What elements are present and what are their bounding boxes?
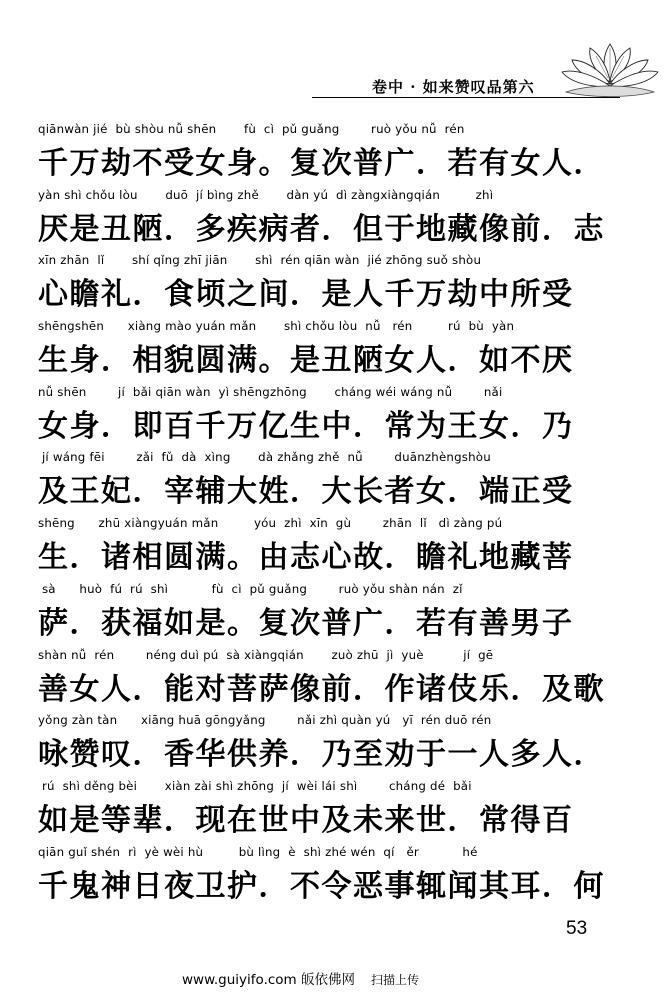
chinese-text-line: 生身．相貌圆满。是丑陋女人．如不厌 bbox=[38, 343, 574, 379]
pinyin-line: qiānwàn jié bù shòu nǚ shēn fù cì pǔ guǎng ruò yǒu nǚ rén bbox=[38, 122, 465, 136]
pinyin-line: shēngshēn xiàng mào yuán mǎn shì chǒu lòu nǚ rén rú bù yàn bbox=[38, 319, 515, 334]
text-line bbox=[38, 180, 638, 246]
footer-site-text: www.guiyifo.com 皈依佛网 bbox=[182, 972, 355, 988]
pinyin-line: shēng zhū xiàngyuán mǎn yóu zhì xīn gù zhān lǐ dì zàng pú bbox=[38, 516, 503, 531]
text-line bbox=[38, 574, 638, 640]
text-line bbox=[38, 114, 638, 180]
lotus-icon bbox=[560, 38, 660, 100]
page-number: 53 bbox=[566, 918, 588, 939]
footer-watermark bbox=[182, 968, 419, 988]
chinese-text-line: 咏赞叹．香华供养．乃至劝于一人多人． bbox=[38, 737, 605, 773]
chinese-text-line: 心瞻礼．食顷之间．是人千万劫中所受 bbox=[38, 277, 574, 313]
pinyin-line: nǚ shēn jí bǎi qiān wàn yì shēngzhōng cháng wéi wáng nǚ nǎi bbox=[38, 384, 503, 399]
text-line bbox=[38, 508, 638, 574]
chinese-text-line: 生．诸相圆满。由志心故．瞻礼地藏菩 bbox=[38, 540, 574, 576]
text-line bbox=[38, 442, 638, 508]
pinyin-line: rú shì děng bèi xiàn zài shì zhōng jí wèi lái shì cháng dé bǎi bbox=[38, 778, 472, 793]
chinese-text-line: 萨．获福如是。复次普广．若有善男子 bbox=[38, 605, 574, 641]
pinyin-line: yàn shì chǒu lòu duō jí bìng zhě dàn yú dì zàngxiàngqián zhì bbox=[38, 187, 494, 202]
pinyin-line: jí wáng fēi zǎi fǔ dà xìng dà zhǎng zhě nǚ duānzhèngshòu bbox=[38, 450, 491, 465]
footer-scan-text: 扫描上传 bbox=[370, 973, 419, 987]
text-line bbox=[38, 771, 638, 837]
text-line bbox=[38, 640, 638, 706]
chinese-text-line: 如是等辈．现在世中及未来世．常得百 bbox=[38, 802, 574, 838]
pinyin-line: yǒng zàn tàn xiāng huā gōngyǎng nǎi zhì quàn yú yī rén duō rén bbox=[38, 713, 492, 728]
text-line bbox=[38, 311, 638, 377]
pinyin-line: shàn nǚ rén néng duì pú sà xiàngqián zuò zhū jì yuè jí gē bbox=[38, 647, 494, 662]
pinyin-line: qiān guǐ shén rì yè wèi hù bù lìng è shì zhé wén qí ěr hé bbox=[38, 844, 478, 859]
text-body bbox=[38, 114, 638, 902]
chinese-text-line: 女身．即百千万亿生中．常为王女．乃 bbox=[38, 408, 574, 444]
chinese-text-line: 厌是丑陋．多疾病者．但于地藏像前．志 bbox=[38, 211, 605, 247]
chinese-text-line: 千鬼神日夜卫护．不令恶事辄闻其耳．何 bbox=[38, 868, 605, 904]
chinese-text-line: 千万劫不受女身。复次普广．若有女人． bbox=[38, 146, 605, 181]
pinyin-line: xīn zhān lǐ shí qǐng zhī jiān shì rén qiān wàn jié zhōng suǒ shòu bbox=[38, 253, 482, 268]
text-line bbox=[38, 377, 638, 443]
header-divider bbox=[312, 97, 620, 98]
chinese-text-line: 及王妃．宰辅大姓．大长者女．端正受 bbox=[38, 474, 574, 510]
text-line bbox=[38, 837, 638, 903]
chapter-title: 卷中 · 如来赞叹品第六 bbox=[372, 78, 535, 96]
text-line bbox=[38, 245, 638, 311]
text-line bbox=[38, 705, 638, 771]
pinyin-line: sà huò fú rú shì fù cì pǔ guǎng ruò yǒu shàn nán zǐ bbox=[38, 581, 463, 596]
chinese-text-line: 善女人．能对菩萨像前．作诸伎乐．及歌 bbox=[38, 671, 605, 707]
